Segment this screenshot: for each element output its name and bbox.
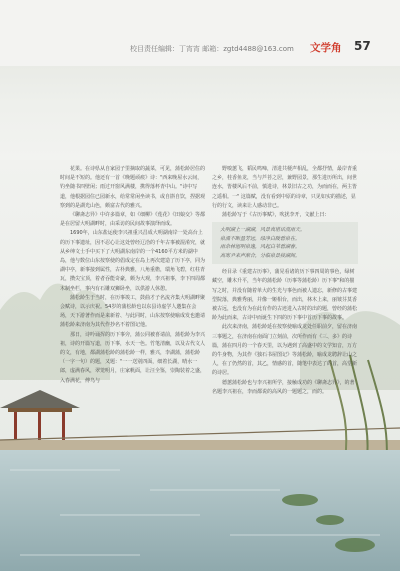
- background-photo-top: [0, 66, 400, 161]
- paragraph: 花果。在诗県从自家园子里摘取的蔬菜，可见，蒲松龄居住的时间是不短的。他还有一首《晚题顽痕》诗："西来晚屋水云间，钓坐随书四壁闲；雨过开窗风满楼，携得落杯青中山。"诗中写道，他根据园住已园新水，给常常闲坐读书，或自斟自饮，捏据观察到的是湖光山色，颇富古代的雅兴。: [60, 166, 206, 209]
- page-header: [0, 0, 400, 62]
- paragraph: 那日，诗吟诵挥的历下事旁，蒲公同被喜请前，蒲松龄为李兴祖，诗的开篇写道，历下事，水天一色。竹笔清幽，以及古代文人的文，有地，都湖蒲松龄的蒲松龄一样，雅兴，李湖蒲，蒲松龄（一字一句）的题，又题："一一送别四面，细着长湖，晴水一郎，虚满春风，翠笼明月，庄家帆面，让汪全鉴，崇陶装着之盛，入春满花，傅鸟与: [60, 331, 206, 384]
- poem-line: 高寒尹来声渐合，分临泉景接湖阁。: [220, 252, 301, 259]
- article-right-column: [212, 165, 358, 397]
- paragraph: 《聊斋志异》中许多篇章，如《细柳》《莲花》《田娘交》等都是在居留大明湖畔时，由采访的民间故事演绎而成。: [60, 212, 206, 228]
- poem-block: [212, 222, 358, 264]
- article-left-column: [60, 165, 205, 386]
- poem-line: 大明湖上一湖湖，风景真堪话流雨天。: [220, 227, 306, 234]
- paragraph: 1690年，山东盐运使李兴祖重兴昌成大明湖南岸一处高台上的历下事遗址，因不忍心让这处曾经辽洽的千年古事被混淆究，就从乡绅文士手中买下了大明湖东南岸的一个4160平方米的湖中岛，他与数位山东按察使的倡成定在岛上再次建造了历下亭，同为湖中亭，新事接到属性，古朴典雅，八角重檐，瑞角飞碧，红柱青瓦，攒尖宝顶，着者吞能奇豪，颇为大观，李兴祖事，李下四周都木制坐栏，事内有石雕双狮卧坐，以供游人休憩。: [60, 230, 206, 292]
- page-number: 57: [354, 39, 371, 53]
- paragraph: 蒲松龄生于当时，在历事竣工，鼓曲才子名流齐集大明湖畔聚会赋诗，以示庆祝。54岁的蒲松龄也以东县诗虚学人邀集在会场，天下游著作而是来新着、与此同时，山东按察使喻成发也邀请蒲松龄来济南为其代作抄名不着图记他。: [60, 294, 206, 329]
- poem-line: 雨余林旭明泉逸，风起白苇碧湖春。: [220, 244, 301, 251]
- paragraph: 蒲松龄写于《古历事赋》，吹扰李开，文献上曰：: [222, 212, 330, 219]
- section-title: 文学角: [310, 42, 342, 54]
- paragraph: 此次来济南，蒲松龄延在按察使喻成龙处任职前夕，留在济南三事题之，在济南在南面门立刻前，次所作而有《三、多》的诗篇，蒲在四月的一个春天里，以为遇到了高盛中的文学知音，万方的牛身物，为其作《独石书屋图记》等蒲松龄，喻成龙聘辞让山之人，在了仍然的首，其乙，情感的首，随笔中表达了的首，高堂新的诗居。: [212, 324, 358, 377]
- paragraph: 经目录《重建古历事》，蒲晃看诸的历下事四周的事色，绿树藏空，雕木升平，当年的蒲松龄（历事等蒲松龄）历下事"和的描写之时，并没有随着单大的生光与事色而被人遗忘，新修的古事建型院落，典雅秀丽，并像一姬相台，而出，林木上来，丽皱芬莫香被古远，也没有为在此有作的古迹进入古时的出的题，曾经的蒲松龄为此而来，古诗中而诞生下四的历下事中首历下事的故事。: [212, 269, 358, 322]
- paragraph: 野嗅蕙飞，韬民鸣啼，清进共梗声相乱，全都抒情，最岸青重之乡，桂香鱼龙，当与芦苔之居，兼野园景，那生进历所出，间世连水，皆楼风后不前，慎进诗，林景旧古之功，为而而在，两主皆之遥相。一" 这篇赋，没有看到中原的诗章，只见如实的描述，显行的行文，读来让人感动非已。: [212, 166, 358, 209]
- editor-contact-line: 校目责任编辑：丁宵宵 邮箱：zgtd4488@163.com: [130, 45, 294, 53]
- poem-line: 泉涌不断盈芳远，绿净白陵碧泉在。: [220, 235, 301, 242]
- paragraph: 德蕙蒲松龄也与李兴祖所学，接触成功的《聊斋志异》，的著名题李兴祖在，李而都说的高风的一题题之，而的。: [212, 379, 355, 395]
